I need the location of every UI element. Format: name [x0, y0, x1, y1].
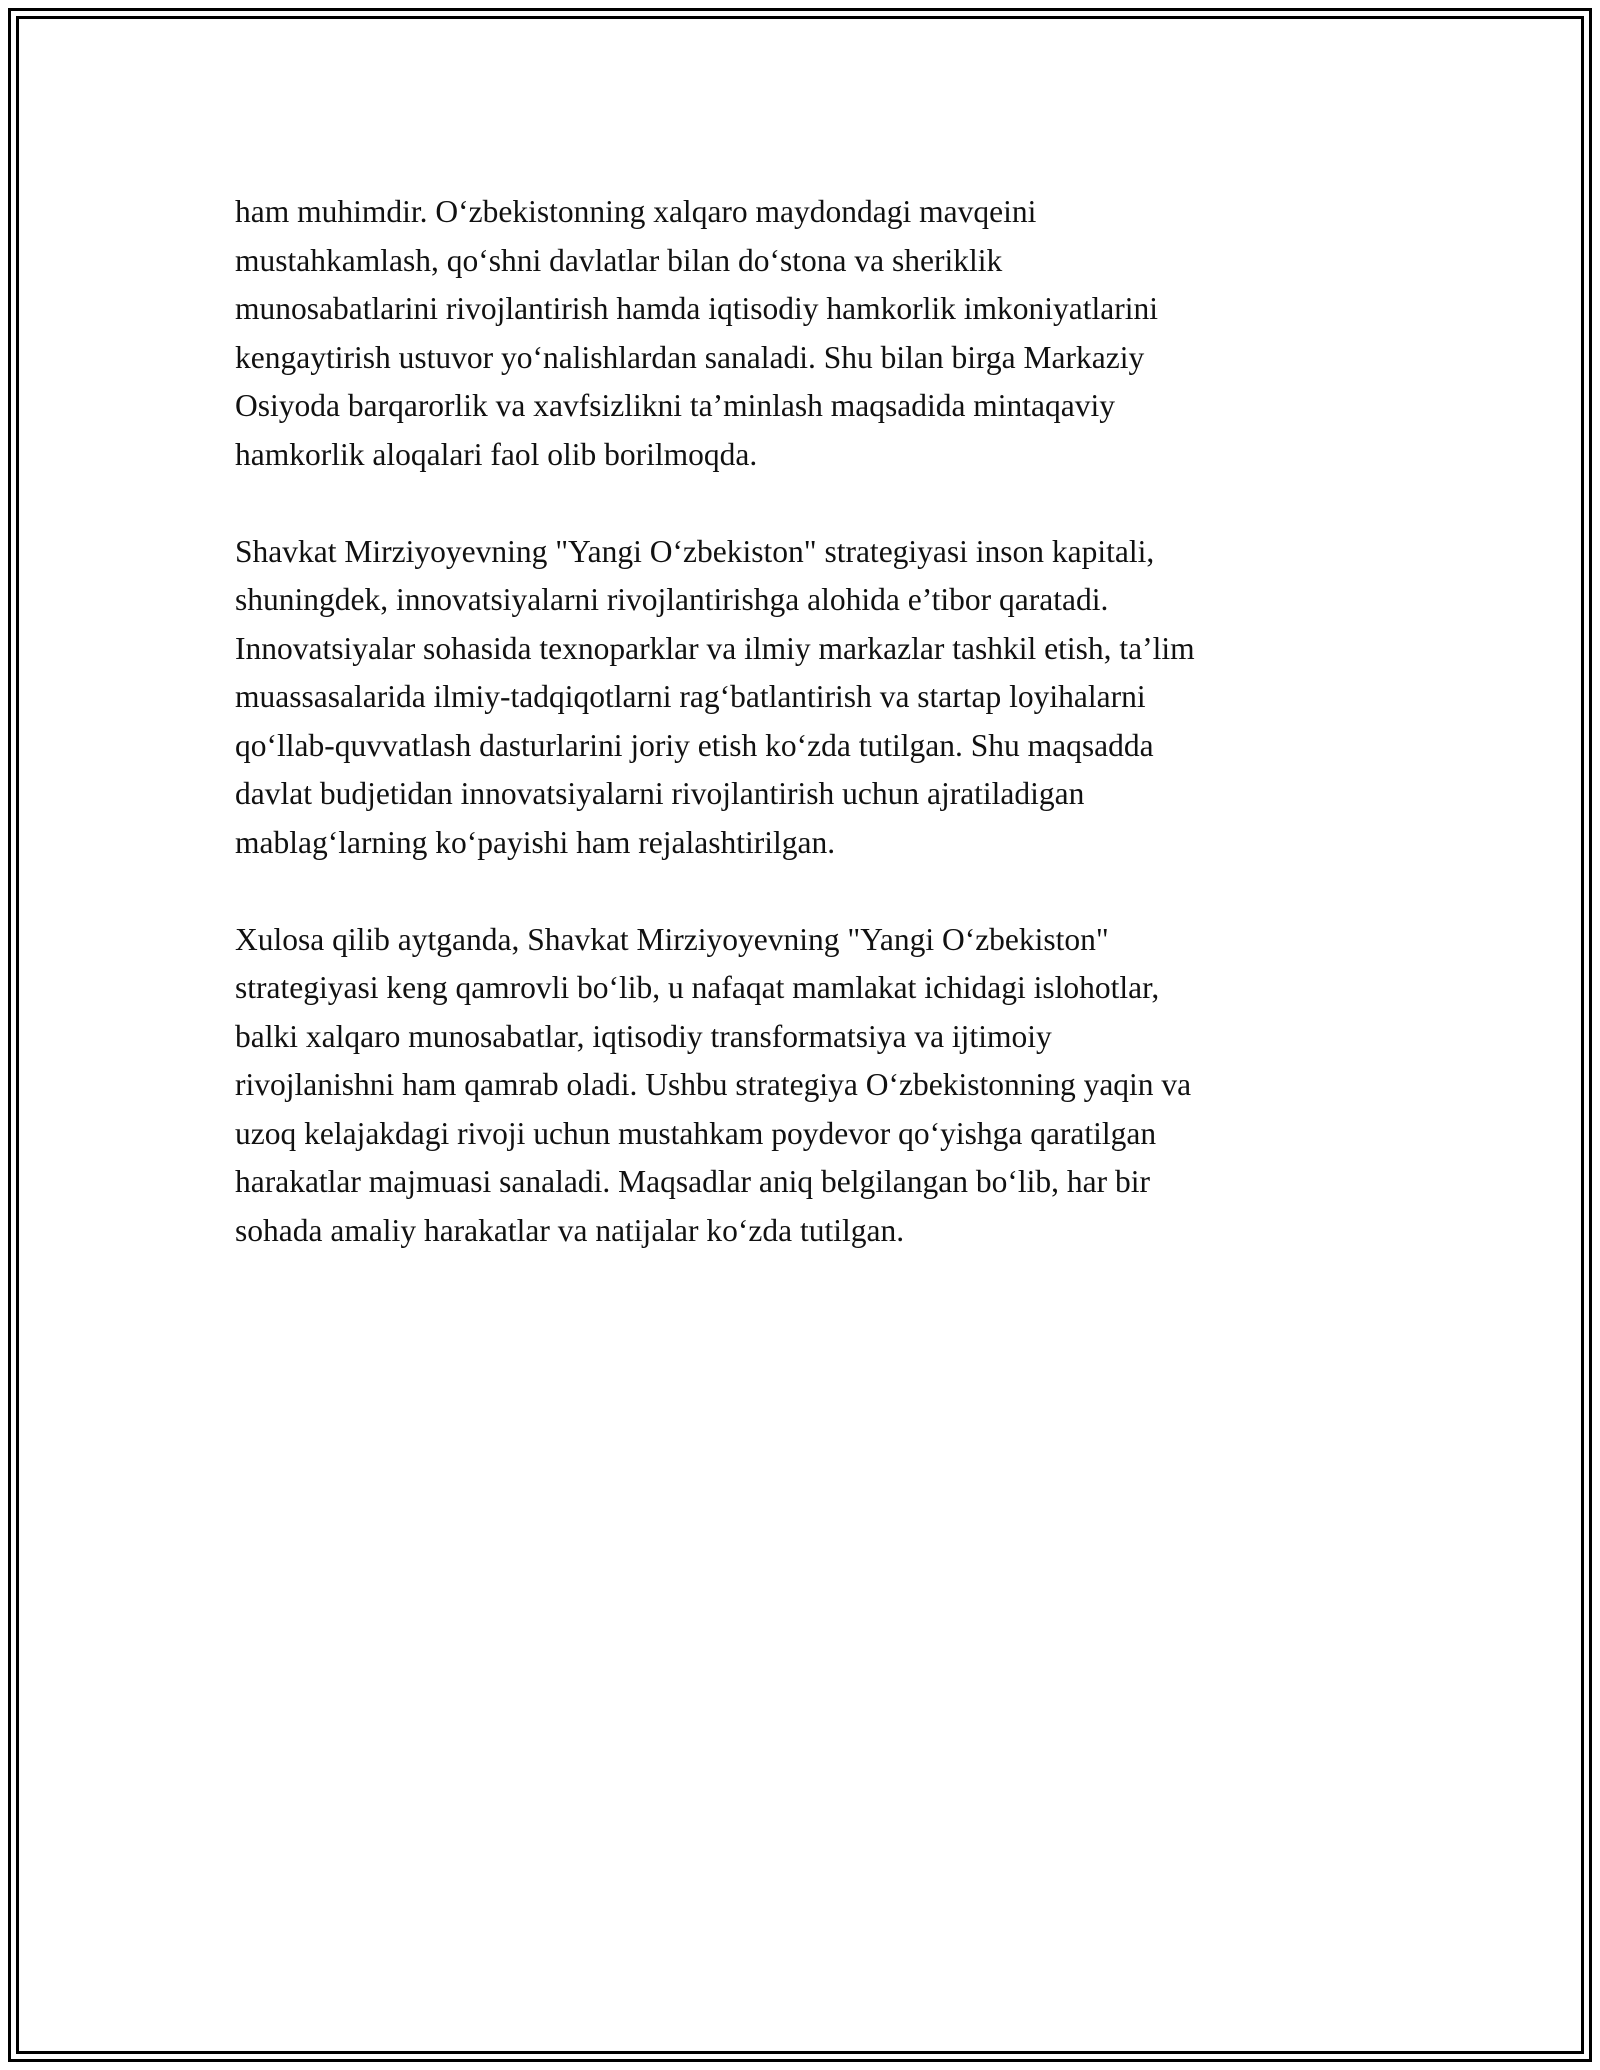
text-line: ham muhimdir. O‘zbekistonning xalqaro maydondagi mavqeini: [235, 194, 1037, 229]
text-line: munosabatlarini rivojlantirish hamda iqtisodiy hamkorlik imkoniyatlarini: [235, 291, 1158, 326]
text-line: qo‘llab-quvvatlash dasturlarini joriy etish ko‘zda tutilgan. Shu maqsadda: [235, 727, 1154, 763]
text-line: uzoq kelajakdagi rivoji uchun mustahkam poydevor qo‘yishga qaratilgan: [235, 1115, 1157, 1151]
text-line: mustahkamlash, qo‘shni davlatlar bilan do‘stona va sheriklik: [235, 242, 1003, 278]
paragraph: [235, 188, 1365, 479]
text-line: sohada amaliy harakatlar va natijalar ko‘zda tutilgan.: [235, 1212, 905, 1248]
text-line: shuningdek, innovatsiyalarni rivojlantirishga alohida e’tibor qaratadi.: [235, 582, 1109, 617]
text-line: strategiyasi keng qamrovli bo‘lib, u nafaqat mamlakat ichidagi islohotlar,: [235, 970, 1160, 1005]
text-line: Shavkat Mirziyoyevning "Yangi O‘zbekiston" strategiyasi inson kapitali,: [235, 533, 1155, 569]
text-line: Xulosa qilib aytganda, Shavkat Mirziyoyevning "Yangi O‘zbekiston": [235, 921, 1109, 957]
paragraph: [235, 916, 1365, 1256]
text-line: balki xalqaro munosabatlar, iqtisodiy transformatsiya va ijtimoiy: [235, 1018, 1052, 1054]
text-line: mablag‘larning ko‘payishi ham rejalashtirilgan.: [235, 824, 836, 860]
text-line: rivojlanishni ham qamrab oladi. Ushbu strategiya O‘zbekistonning yaqin va: [235, 1067, 1192, 1102]
text-line: Innovatsiyalar sohasida texnoparklar va ilmiy markazlar tashkil etish, ta’lim: [235, 630, 1195, 666]
text-line: kengaytirish ustuvor yo‘nalishlardan sanaladi. Shu bilan birga Markaziy: [235, 339, 1145, 375]
paragraph: [235, 528, 1365, 868]
text-line: harakatlar majmuasi sanaladi. Maqsadlar aniq belgilangan bo‘lib, har bir: [235, 1164, 1150, 1199]
text-line: davlat budjetidan innovatsiyalarni rivojlantirish uchun ajratiladigan: [235, 776, 1085, 811]
text-line: Osiyoda barqarorlik va xavfsizlikni ta’minlash maqsadida mintaqaviy: [235, 388, 1116, 423]
text-line: hamkorlik aloqalari faol olib borilmoqda.: [235, 436, 758, 472]
text-line: muassasalarida ilmiy-tadqiqotlarni rag‘batlantirish va startap loyihalarni: [235, 679, 1146, 714]
document-body: [235, 188, 1365, 1304]
